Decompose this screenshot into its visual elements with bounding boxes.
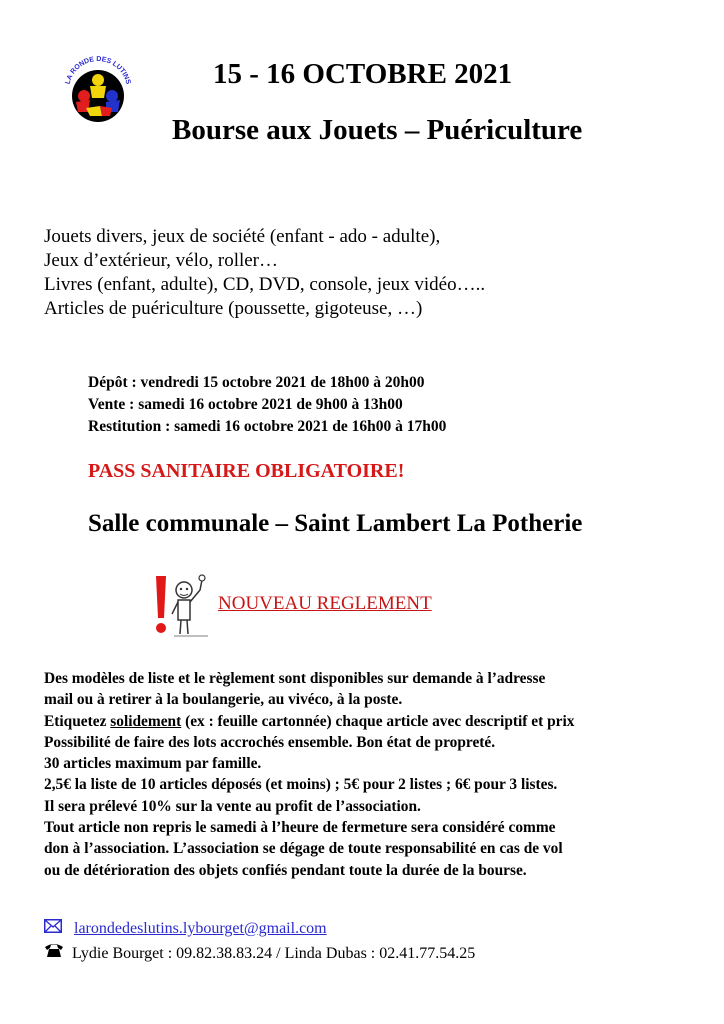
logo-text: LA RONDE DES LUTINS xyxy=(64,55,132,86)
rules-text-part: Etiquetez xyxy=(44,712,111,730)
rules-line: Tout article non repris le samedi à l’heure de fermeture sera considéré comme xyxy=(44,819,556,837)
list-item: Articles de puériculture (poussette, gigoteuse, …) xyxy=(44,298,423,319)
email-row xyxy=(44,916,475,941)
event-date-heading: 15 - 16 OCTOBRE 2021 xyxy=(213,58,513,90)
rules-text-part: (ex : feuille cartonnée) chaque article avec descriptif et prix xyxy=(181,712,575,730)
telephone-icon xyxy=(44,941,64,966)
schedule xyxy=(88,372,446,438)
rules-line: 2,5€ la liste de 10 articles déposés (et moins) ; 5€ pour 2 listes ; 6€ pour 3 listes. xyxy=(44,776,558,794)
la-ronde-des-lutins-logo xyxy=(60,50,136,126)
rules-line: mail ou à retirer à la boulangerie, au vivéco, à la poste. xyxy=(44,691,403,709)
rules-line: Il sera prélevé 10% sur la vente au profit de l’association. xyxy=(44,797,421,815)
nouveau-reglement-link: NOUVEAU REGLEMENT xyxy=(218,593,432,614)
schedule-vente: Vente : samedi 16 octobre 2021 de 9h00 à 13h00 xyxy=(88,396,403,413)
event-title: Bourse aux Jouets – Puériculture xyxy=(172,114,583,146)
phone-row xyxy=(44,941,475,966)
pass-sanitaire-notice: PASS SANITAIRE OBLIGATOIRE! xyxy=(88,460,405,482)
items-list xyxy=(44,225,485,321)
list-item: Livres (enfant, adulte), CD, DVD, console, jeux vidéo….. xyxy=(44,274,486,295)
email-link[interactable]: larondedeslutins.lybourget@gmail.com xyxy=(74,920,327,937)
rules-line: Possibilité de faire des lots accrochés ensemble. Bon état de propreté. xyxy=(44,733,496,751)
rules-line xyxy=(44,711,712,732)
rules-line: Des modèles de liste et le règlement sont disponibles sur demande à l’adresse xyxy=(44,670,546,687)
phone-numbers: Lydie Bourget : 09.82.38.83.24 / Linda Dubas : 02.41.77.54.25 xyxy=(72,945,476,962)
rules-line: ou de détérioration des objets confiés pendant toute la durée de la bourse. xyxy=(44,861,527,879)
rules-text xyxy=(44,668,712,881)
list-item: Jouets divers, jeux de société (enfant - ado - adulte), xyxy=(44,226,441,247)
rules-line: don à l’association. L’association se dégage de toute responsabilité en cas de vol xyxy=(44,840,563,858)
schedule-restitution: Restitution : samedi 16 octobre 2021 de 16h00 à 17h00 xyxy=(88,418,447,435)
exclamation-figure-icon xyxy=(150,570,212,642)
emphasis-solidement: solidement xyxy=(110,712,182,730)
rules-line: 30 articles maximum par famille. xyxy=(44,755,262,773)
list-item: Jeux d’extérieur, vélo, roller… xyxy=(44,250,279,271)
envelope-icon xyxy=(44,916,62,941)
schedule-depot: Dépôt : vendredi 15 octobre 2021 de 18h00 à 20h00 xyxy=(88,374,425,391)
contact-block xyxy=(44,916,475,966)
venue-heading: Salle communale – Saint Lambert La Potherie xyxy=(88,510,583,537)
